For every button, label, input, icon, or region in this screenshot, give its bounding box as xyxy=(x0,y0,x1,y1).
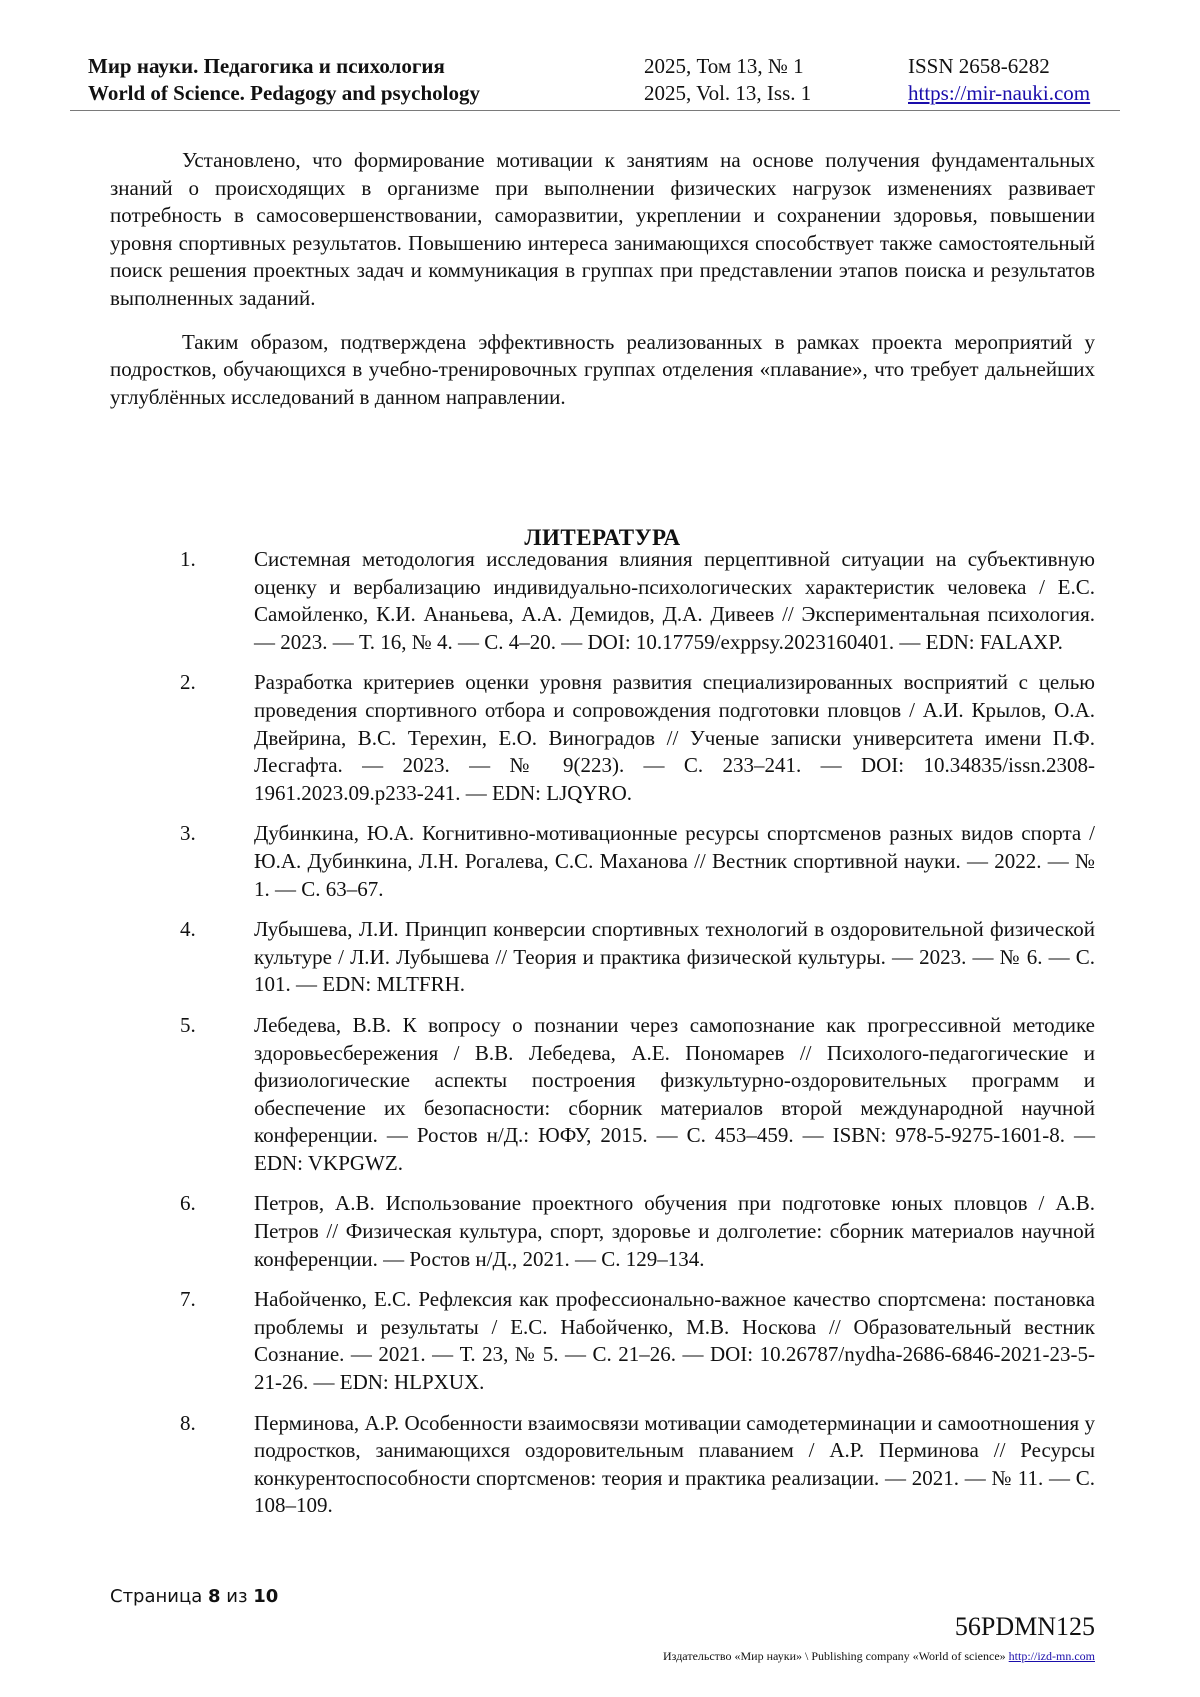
header-divider xyxy=(70,110,1120,111)
reference-number: 4. xyxy=(180,917,196,942)
reference-text: Перминова, А.Р. Особенности взаимосвязи мотивации самодетерминации и самоотношения у подростков, занимающихся оздоровительным плаванием / А.Р. Перминова // Ресурсы конкурентоспособности спортсменов: теория и практика реализации. — 2021. — № 11. — С. 108–109. xyxy=(254,1410,1095,1518)
issn: ISSN 2658-6282 xyxy=(908,54,1050,78)
page-sep: из xyxy=(226,1586,248,1607)
reference-item xyxy=(180,1012,1095,1178)
article-code: 56PDMN125 xyxy=(954,1612,1095,1641)
reference-text: Лебедева, В.В. К вопросу о познании через самопознание как прогрессивной методике здоровьесбережения / В.В. Лебедева, А.Е. Пономарев // Психолого-педагогические и физиологические аспекты построения физкультурно-оздоровительных программ и обеспечение их безопасности: сборник материалов второй международной научной конференции. — Ростов н/Д.: ЮФУ, 2015. — С. 453–459. — ISBN: 978-5-9275-1601-8. — EDN: VKPGWZ. xyxy=(254,1012,1095,1175)
reference-text: Разработка критериев оценки уровня развития специализированных восприятий с целью проведения спортивного отбора и сопровождения подготовки пловцов / А.И. Крылов, О.А. Двейрина, В.С. Терехин, Е.О. Виноградов // Ученые записки университета имени П.Ф. Лесгафта. — 2023. — № 9(223). — С. 233–241. — DOI: 10.34835/issn.2308-1961.2023.09.p233-241. — EDN: LJQYRO. xyxy=(254,670,1095,805)
journal-title-en: World of Science. Pedagogy and psychology xyxy=(88,81,481,105)
reference-item xyxy=(180,546,1095,656)
issue-ru: 2025, Том 13, № 1 xyxy=(644,54,804,78)
reference-text: Петров, А.В. Использование проектного обучения при подготовке юных пловцов / А.В. Петров // Физическая культура, спорт, здоровье и долголетие: сборник материалов научной конференции. — Ростов н/Д., 2021. — С. 129–134. xyxy=(254,1191,1095,1271)
reference-number: 7. xyxy=(180,1287,196,1312)
page-total: 10 xyxy=(253,1586,279,1607)
issn-block xyxy=(908,53,1090,107)
running-header xyxy=(88,53,1120,108)
issue-info xyxy=(644,53,811,107)
reference-number: 5. xyxy=(180,1012,196,1037)
journal-url-link[interactable]: https://mir-nauki.com xyxy=(908,81,1091,105)
journal-title xyxy=(88,53,480,107)
publisher-line xyxy=(663,1648,1095,1664)
reference-text: Системная методология исследования влияния перцептивной ситуации на субъективную оценку и вербализацию индивидуально-психологических характеристик человека / Е.С. Самойленко, К.И. Ананьева, А.А. Демидов, Д.А. Дивеев // Экспериментальная психология. — 2023. — Т. 16, № 4. — С. 4–20. — DOI: 10.17759/exppsy.2023160401. — EDN: FALAXP. xyxy=(254,547,1095,654)
reference-text: Дубинкина, Ю.А. Когнитивно-мотивационные ресурсы спортсменов разных видов спорта / Ю.А. Дубинкина, Л.Н. Рогалева, С.С. Маханова // Вестник спортивной науки. — 2022. — № 1. — С. 63–67. xyxy=(254,821,1095,901)
reference-number: 6. xyxy=(180,1191,196,1216)
reference-item xyxy=(180,1286,1095,1396)
body-paragraph: Таким образом, подтверждена эффективность реализованных в рамках проекта мероприятий у подростков, обучающихся в учебно-тренировочных группах отделения «плавание», что требует дальнейших углублённых исследований в данном направлении. xyxy=(110,329,1095,409)
references-list xyxy=(180,546,1095,1533)
reference-item xyxy=(180,820,1095,903)
page-prefix: Страница xyxy=(110,1586,203,1607)
reference-number: 2. xyxy=(180,670,196,695)
reference-item xyxy=(180,669,1095,807)
reference-number: 3. xyxy=(180,821,196,846)
body-text xyxy=(110,147,1095,427)
reference-text: Лубышева, Л.И. Принцип конверсии спортивных технологий в оздоровительной физической культуре / Л.И. Лубышева // Теория и практика физической культуры. — 2023. — № 6. — С. 101. — EDN: MLTFRH. xyxy=(254,917,1095,997)
reference-number: 1. xyxy=(180,547,196,571)
reference-text: Набойченко, Е.С. Рефлексия как профессионально-важное качество спортсмена: постановка проблемы и результаты / Е.С. Набойченко, М.В. Носкова // Образовательный вестник Сознание. — 2021. — Т. 23, № 5. — С. 21–26. — DOI: 10.26787/nydha-2686-6846-2021-23-5-21-26. — EDN: HLPXUX. xyxy=(254,1287,1095,1395)
page-number xyxy=(110,1585,278,1609)
reference-item xyxy=(180,916,1095,999)
publisher-url-link[interactable]: http://izd-mn.com xyxy=(1008,1649,1095,1663)
reference-number: 8. xyxy=(180,1410,196,1435)
issue-en: 2025, Vol. 13, Iss. 1 xyxy=(644,81,812,105)
journal-title-ru: Мир науки. Педагогика и психология xyxy=(88,54,445,78)
reference-item xyxy=(180,1190,1095,1273)
references-heading: ЛИТЕРАТУРА xyxy=(524,525,681,551)
page-current: 8 xyxy=(208,1586,221,1607)
reference-item xyxy=(180,1410,1095,1520)
publisher-text: Издательство «Мир науки» \ Publishing company «World of science» xyxy=(663,1649,1006,1663)
body-paragraph: Установлено, что формирование мотивации к занятиям на основе получения фундаментальных знаний о происходящих в организме при выполнении физических нагрузок изменениях развивает потребность в самосовершенствовании, саморазвитии, укреплении и сохранении здоровья, повышении уровня спортивных результатов. Повышению интереса занимающихся способствует также самостоятельный поиск решения проектных задач и коммуникация в группах при представлении этапов поиска и результатов выполненных заданий. xyxy=(110,148,1095,310)
